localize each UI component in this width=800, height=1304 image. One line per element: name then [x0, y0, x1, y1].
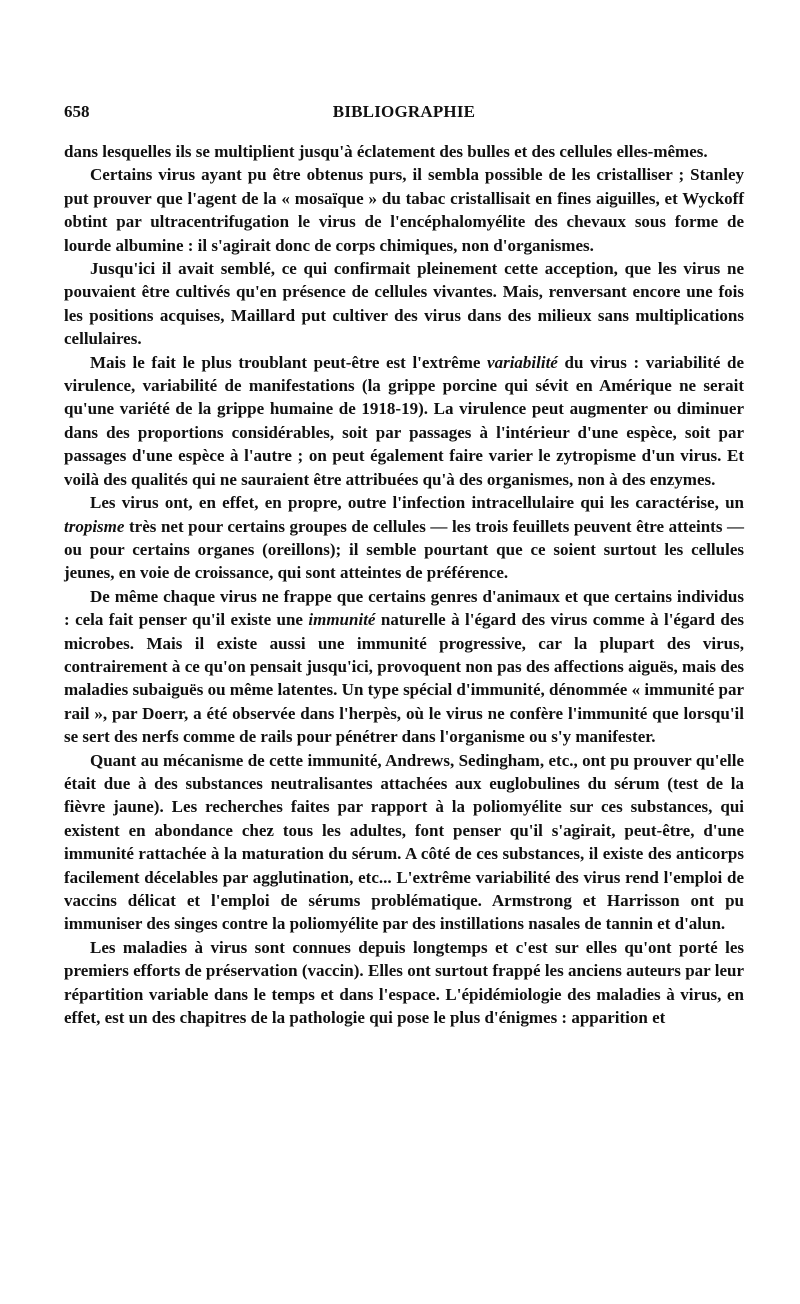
emphasized-term: immunité	[308, 610, 376, 630]
paragraph-text: Quant au mécanisme de cette immunité, Andrews, Sedingham, etc., ont pu prouver qu'elle était due à des substances neutralisantes attachées aux euglobulines du sérum (test de la fièvre jaune). Les recherches faites par rapport à la poliomyélite sur ces substances, qui existent en abondance chez tous les adultes, font penser qu'il s'agirait, peut-être, d'une immunité rattachée à la maturation du sérum. A côté de ces substances, il existe des anticorps facilement décelables par agglutination, etc... L'extrême variabilité des virus rend l'emploi de vaccins délicat et l'emploi de sérums problématique. Armstrong et Harrisson ont pu immuniser des singes contre la poliomyélite par des instillations nasales de tannin et d'alun.	[64, 750, 744, 934]
paragraph	[64, 936, 744, 1030]
paragraph	[64, 749, 744, 936]
emphasized-term: variabilité	[487, 352, 558, 372]
running-title: BIBLIOGRAPHIE	[332, 102, 476, 121]
paragraph-text: naturelle à l'égard des virus comme à l'égard des microbes. Mais il existe aussi une immunité progressive, car la plupart des virus, contrairement à ce qu'on pensait jusqu'ici, provoquent non pas des affections aiguës, mais des maladies subaiguës ou même latentes. Un type spécial d'immunité, dénommée « immunité par rail », par Doerr, a été observée dans l'herpès, où le virus ne confère l'immunité que lorsqu'il se sert des nerfs comme de rails pour pénétrer dans l'organisme ou s'y manifester.	[64, 610, 744, 747]
emphasized-term: tropisme	[64, 516, 125, 536]
paragraph-text: Les maladies à virus sont connues depuis longtemps et c'est sur elles qu'ont porté les premiers efforts de préservation (vaccin). Elles ont surtout frappé les anciens auteurs par leur répartition variable dans le temps et dans l'espace. L'épidémiologie des maladies à virus, en effet, est un des chapitres de la pathologie qui pose le plus d'énigmes : apparition et	[64, 937, 744, 1028]
paragraph-text: De même chaque virus ne frappe que certains genres d'animaux et que certains individus : cela fait penser qu'il existe une	[64, 586, 744, 630]
body-text	[64, 140, 744, 1029]
page-number: 658	[64, 102, 90, 121]
paragraph-text: Les virus ont, en effet, en propre, outre l'infection intracellulaire qui les caractérise, un	[90, 493, 744, 513]
paragraph-text: Jusqu'ici il avait semblé, ce qui confirmait pleinement cette acception, que les virus ne pouvaient être cultivés qu'en présence de cellules vivantes. Mais, renversant encore une fois les positions acquises, Maillard put cultiver des virus dans des milieux sans multiplications cellulaires.	[64, 259, 744, 349]
paragraph	[64, 351, 744, 491]
page-header	[64, 102, 744, 126]
paragraph-text: très net pour certains groupes de cellules — les trois feuillets peuvent être atteints — ou pour certains organes (oreillons); il semble pourtant que ce soient surtout les cellules jeunes, en voie de croissance, qui sont atteintes de préférence.	[64, 516, 744, 583]
paragraph	[64, 491, 744, 585]
paragraph	[64, 585, 744, 749]
paragraph-text: du virus : variabilité de virulence, variabilité de manifestations (la grippe porcine qui sévit en Amérique ne serait qu'une variété de la grippe humaine de 1918-19). La virulence peut augmenter ou diminuer dans des proportions considérables, soit par passages à l'intérieur d'une espèce, soit par passages d'une espèce à l'autre ; on peut également faire varier le zytropisme d'un virus. Et voilà des qualités qui ne sauraient être attribuées qu'à des organismes, non à des enzymes.	[64, 352, 744, 489]
paragraph-text: Mais le fait le plus troublant peut-être est l'extrême	[90, 352, 488, 372]
paragraph	[64, 257, 744, 351]
paragraph	[64, 163, 744, 257]
paragraph-text: Certains virus ayant pu être obtenus purs, il sembla possible de les cristalliser ; Stanley put prouver que l'agent de la « mosaïque » du tabac cristallisait en fines aiguilles, et Wyckoff obtint par ultracentrifugation le virus de l'encéphalomyélite des chevaux sous forme de lourde albumine : il s'agirait donc de corps chimiques, non d'organismes.	[64, 165, 744, 255]
paragraph-text: dans lesquelles ils se multiplient jusqu'à éclatement des bulles et des cellules elles-mêmes.	[64, 142, 708, 161]
paragraph	[64, 140, 744, 163]
